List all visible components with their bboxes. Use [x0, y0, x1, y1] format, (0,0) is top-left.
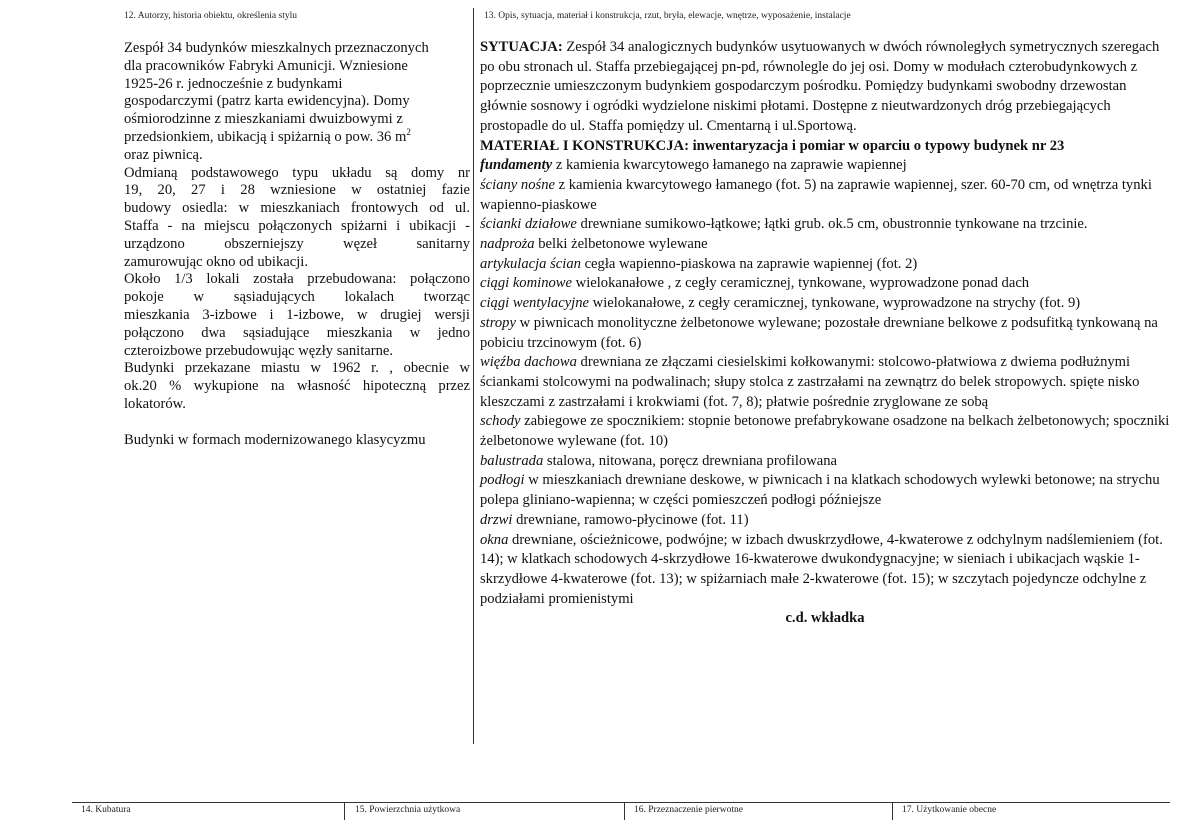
material-item [480, 294, 1170, 314]
section-12-body [124, 40, 470, 450]
text-line: Budynki w formach modernizowanego klasycyzmu [124, 431, 426, 448]
material-term: więźba dachowa [480, 354, 577, 371]
text-line: Około 1/3 lokali została przebudowana: połączono [124, 271, 470, 288]
text-line: dla pracowników Fabryki Amunicji. Wzniesione [124, 57, 408, 74]
material-heading: MATERIAŁ I KONSTRUKCJA: inwentaryzacja i pomiar w oparciu o typowy budynek nr 23 [480, 137, 1065, 154]
text-line: Zespół 34 budynków mieszkalnych przeznaczonych [124, 40, 429, 56]
text-line: czteroizbowe przebudowując węzły sanitarne. [124, 342, 394, 359]
material-term: okna [480, 531, 509, 548]
material-item [480, 314, 1170, 353]
material-item [480, 511, 1170, 531]
material-description: zabiegowe ze spocznikiem: stopnie betonowe prefabrykowane osadzone na belkach żelbetonowych; spoczniki żelbetonowe wylewane (fot. 10) [480, 413, 1170, 450]
sytuacja-text: Zespół 34 analogicznych budynków usytuowanych w dwóch równoległych symetrycznych szeregach po obu stronach ul. Staffa przebiegającej pn-pd, równolegle do jej osi. Domy w modułach czterobudynkowych z poprzecznie umieszczonym budynkiem gospodarczym pośrodku. Pomiędzy budynkami swobodny drzewostan głównie sosnowy i ogródki wydzielone niskimi płotami. Dostępne z nieutwardzonych dróg przebiegających prostopadle do ul. Staffa pomiędzy ul. Cmentarną i ul.Sportową. [480, 39, 1160, 134]
material-description: wielokanałowe, z cegły ceramicznej, tynkowane, wyprowadzone na strychy (fot. 9) [589, 295, 1081, 312]
divider [624, 802, 625, 820]
material-term: fundamenty [480, 157, 553, 174]
material-description: w piwnicach monolityczne żelbetonowe wylewane; pozostałe drewniane belkowe z podsufitką tynkowaną na pobiciu trzcinowym (fot. 6) [480, 314, 1158, 351]
material-term: schody [480, 413, 521, 430]
material-item [480, 452, 1170, 472]
material-description: drewniana ze złączami ciesielskimi kołkowanymi: stolcowo-płatwiowa z dwiema podłużnymi ściankami stolcowymi na podwalinach; słupy stolca z zastrzałami na zewnątrz do belek stropowych. spięte nisko kleszczami z zastrzałami i krokwiami (fot. 7, 8); płatwie pośrednie zryglowane ze sobą [480, 354, 1140, 410]
material-term: ścianki działowe [480, 216, 577, 233]
text-line: oraz piwnicą. [124, 146, 203, 163]
material-item [480, 412, 1170, 451]
material-description: drewniane, ościeżnicowe, podwójne; w izbach dwuskrzydłowe, 4-kwaterowe z odchylnym nadślemieniem (fot. 14); w klatkach schodowych 4-skrzydłowe 16-kwaterowe dwukondygnacyjne; w sieniach i ubikacjach wąskie 1-skrzydłowe 4-kwaterowe (fot. 13); w spiżarniach małe 2-kwaterowe (fot. 15); w szczytach pojedyncze odchylne z podziałami promienistymi [480, 531, 1163, 607]
column-divider [473, 8, 474, 744]
material-description: z kamienia kwarcytowego łamanego (fot. 5) na zaprawie wapiennej, szer. 60-70 cm, od wnętrza tynki wapienno-piaskowe [480, 176, 1152, 213]
text-line [124, 129, 470, 147]
text-line: mieszkania 3-izbowe i 1-izbowe, w drugiej wersji [124, 306, 470, 323]
material-term: nadproża [480, 236, 535, 253]
bottom-rule [72, 802, 1170, 803]
material-item [480, 471, 1170, 510]
material-term: artykulacja ścian [480, 255, 581, 272]
material-description: z kamienia kwarcytowego łamanego na zaprawie wapiennej [552, 157, 907, 174]
text-line: ośmiorodzinne z mieszkaniami dwuizbowymi z [124, 111, 403, 128]
material-list [480, 156, 1170, 609]
text-span: przedsionkiem, ubikacją i spiżarnią o pow. 36 m [124, 128, 407, 145]
text-line: połączono dwa sąsiadujące mieszkania w jedno [124, 324, 470, 341]
sytuacja-paragraph [480, 38, 1170, 137]
section-13-header: 13. Opis, sytuacja, materiał i konstrukcja, rzut, bryła, elewacje, wnętrze, wyposażenie, instalacje [484, 11, 851, 21]
material-description: drewniane sumikowo-łątkowe; łątki grub. ok.5 cm, obustronnie tynkowane na trzcinie. [576, 216, 1088, 233]
uzytkowanie-label: 17. Użytkowanie obecne [902, 805, 997, 815]
przeznaczenie-label: 16. Przeznaczenie pierwotne [634, 805, 743, 815]
material-item [480, 531, 1170, 610]
powierzchnia-label: 15. Powierzchnia użytkowa [355, 805, 461, 815]
material-term: podłogi [480, 472, 525, 489]
material-term: drzwi [480, 511, 513, 528]
material-term: ciągi wentylacyjne [480, 295, 590, 312]
continuation-note: c.d. wkładka [785, 610, 865, 627]
text-line: pokoje w sąsiadujących lokalach tworząc [124, 289, 470, 306]
material-description: stalowa, nitowana, poręcz drewniana profilowana [543, 452, 838, 469]
text-line: 1925-26 r. jednocześnie z budynkami [124, 75, 343, 92]
material-item [480, 353, 1170, 412]
material-description: drewniane, ramowo-płycinowe (fot. 11) [512, 511, 749, 528]
divider [892, 802, 893, 820]
material-description: w mieszkaniach drewniane deskowe, w piwnicach i na klatkach schodowych wylewki betonowe; na strychu polepa gliniano-wapienna; w części pomieszczeń podłogi późniejsze [480, 472, 1160, 509]
text-line: zamurowując okno od ubikacji. [124, 253, 308, 270]
material-item [480, 215, 1170, 235]
text-line: gospodarczymi (patrz karta ewidencyjna). Domy [124, 93, 410, 110]
text-line: lokatorów. [124, 395, 186, 412]
material-term: ciągi kominowe [480, 275, 573, 292]
superscript: 2 [406, 127, 411, 138]
material-item [480, 235, 1170, 255]
text-line: ok.20 % wykupione na własność hipoteczną przez [124, 378, 470, 395]
text-line: 19, 20, 27 i 28 wzniesione w ostatniej fazie [124, 182, 470, 199]
material-term: stropy [480, 314, 516, 331]
material-term: balustrada [480, 452, 544, 469]
text-line: Staffa - na miejscu połączonych spiżarni i ubikacji - [124, 217, 470, 234]
section-13-body [480, 38, 1170, 629]
sytuacja-label: SYTUACJA: [480, 39, 563, 55]
text-line: Budynki przekazane miastu w 1962 r. , obecnie w [124, 360, 470, 377]
material-term: ściany nośne [480, 176, 555, 193]
material-item [480, 156, 1170, 176]
divider [344, 802, 345, 820]
text-line: Odmianą podstawowego typu układu są domy nr [124, 164, 470, 181]
material-description: cegła wapienno-piaskowa na zaprawie wapiennej (fot. 2) [580, 255, 918, 272]
text-line: budowy osiedla: w mieszkaniach frontowych od ul. [124, 200, 470, 217]
section-12-header: 12. Autorzy, historia obiektu, określenia stylu [124, 11, 297, 21]
text-line: urządzono obszerniejszy węzeł sanitarny [124, 235, 470, 252]
material-description: belki żelbetonowe wylewane [534, 236, 708, 253]
spacer [124, 414, 470, 432]
material-item [480, 255, 1170, 275]
material-item [480, 274, 1170, 294]
material-item [480, 176, 1170, 215]
material-description: wielokanałowe , z cegły ceramicznej, tynkowane, wyprowadzone ponad dach [572, 275, 1030, 292]
kubatura-label: 14. Kubatura [81, 805, 131, 815]
